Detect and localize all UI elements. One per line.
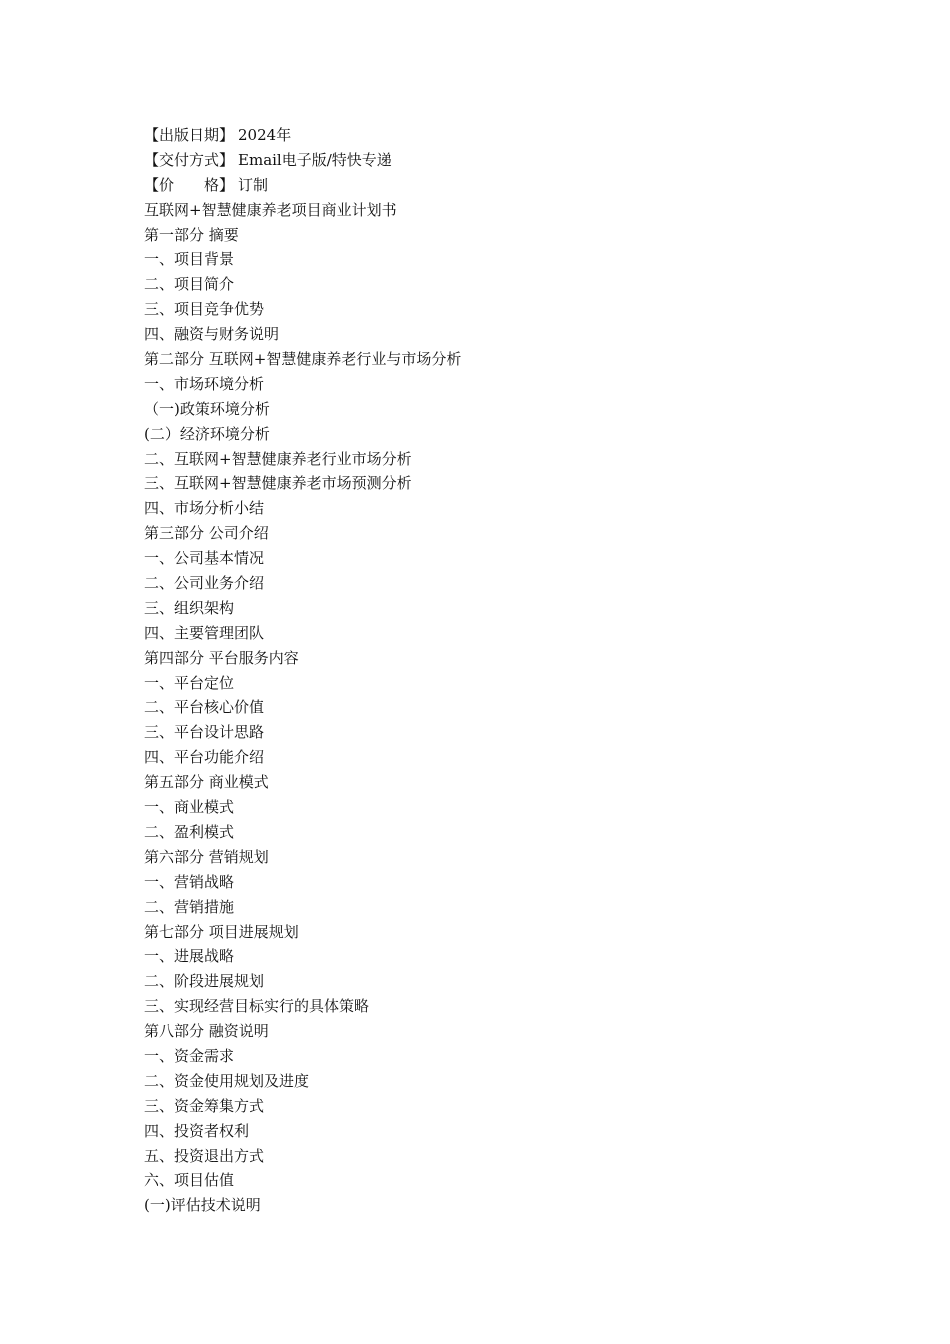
toc-item: 三、项目竞争优势: [144, 300, 265, 319]
price-value: 订制: [238, 175, 269, 194]
toc-item: 一、资金需求: [144, 1046, 235, 1065]
toc-item: 第四部分 平台服务内容: [144, 648, 299, 667]
toc-item: 二、互联网+智慧健康养老行业市场分析: [144, 449, 412, 468]
toc-item: 三、实现经营目标实行的具体策略: [144, 997, 370, 1016]
toc-item: (二）经济环境分析: [144, 424, 270, 443]
toc-item: 四、融资与财务说明: [144, 325, 280, 344]
toc-item: 一、公司基本情况: [144, 549, 265, 568]
toc-item: 第一部分 摘要: [144, 225, 239, 244]
toc-item: 二、阶段进展规划: [144, 972, 265, 991]
document-title: 互联网+智慧健康养老项目商业计划书: [144, 200, 397, 219]
toc-item: 一、进展战略: [144, 947, 235, 966]
toc-item: 四、平台功能介绍: [144, 748, 265, 767]
toc-item: 五、投资退出方式: [144, 1146, 265, 1165]
publish-date-row: [144, 123, 824, 148]
publish-date-label: 【出版日期】: [144, 126, 235, 144]
publish-date-value: 2024年: [238, 126, 292, 144]
toc-item: 三、互联网+智慧健康养老市场预测分析: [144, 474, 412, 493]
toc-item: 四、主要管理团队: [144, 623, 265, 642]
toc-item: 三、资金筹集方式: [144, 1096, 265, 1115]
toc-item: 一、营销战略: [144, 872, 235, 891]
toc-item: 六、项目估值: [144, 1171, 235, 1190]
toc-item: 第七部分 项目进展规划: [144, 922, 299, 941]
toc-item: 二、盈利模式: [144, 822, 235, 841]
toc-item: 第六部分 营销规划: [144, 847, 269, 866]
delivery-method-label: 【交付方式】: [144, 150, 235, 169]
toc-item: 一、平台定位: [144, 673, 235, 692]
price-label: 【价 格】: [144, 175, 235, 194]
toc-item: (一)评估技术说明: [144, 1196, 261, 1215]
toc-item: 第三部分 公司介绍: [144, 524, 269, 543]
toc-item: 四、市场分析小结: [144, 499, 265, 518]
toc-item: 一、市场环境分析: [144, 374, 265, 393]
toc-item: 第二部分 互联网+智慧健康养老行业与市场分析: [144, 350, 462, 369]
toc-item: 一、项目背景: [144, 250, 235, 269]
document-content: [144, 123, 824, 1218]
delivery-method-value: Email电子版/特快专递: [238, 150, 392, 169]
toc-item: 二、平台核心价值: [144, 698, 265, 717]
toc-item: 二、公司业务介绍: [144, 574, 265, 593]
delivery-method-row: [144, 148, 824, 173]
table-of-contents: [144, 223, 824, 1219]
toc-item: 第八部分 融资说明: [144, 1022, 269, 1041]
price-row: [144, 173, 824, 198]
toc-item: 三、平台设计思路: [144, 723, 265, 742]
toc-item: 二、项目简介: [144, 275, 235, 294]
toc-item: 第五部分 商业模式: [144, 773, 269, 792]
toc-item: 一、商业模式: [144, 798, 235, 817]
toc-item: 二、资金使用规划及进度: [144, 1071, 310, 1090]
toc-item: 三、组织架构: [144, 598, 235, 617]
toc-item: （一)政策环境分析: [144, 399, 270, 418]
toc-item: 二、营销措施: [144, 897, 235, 916]
toc-item: 四、投资者权利: [144, 1121, 250, 1140]
